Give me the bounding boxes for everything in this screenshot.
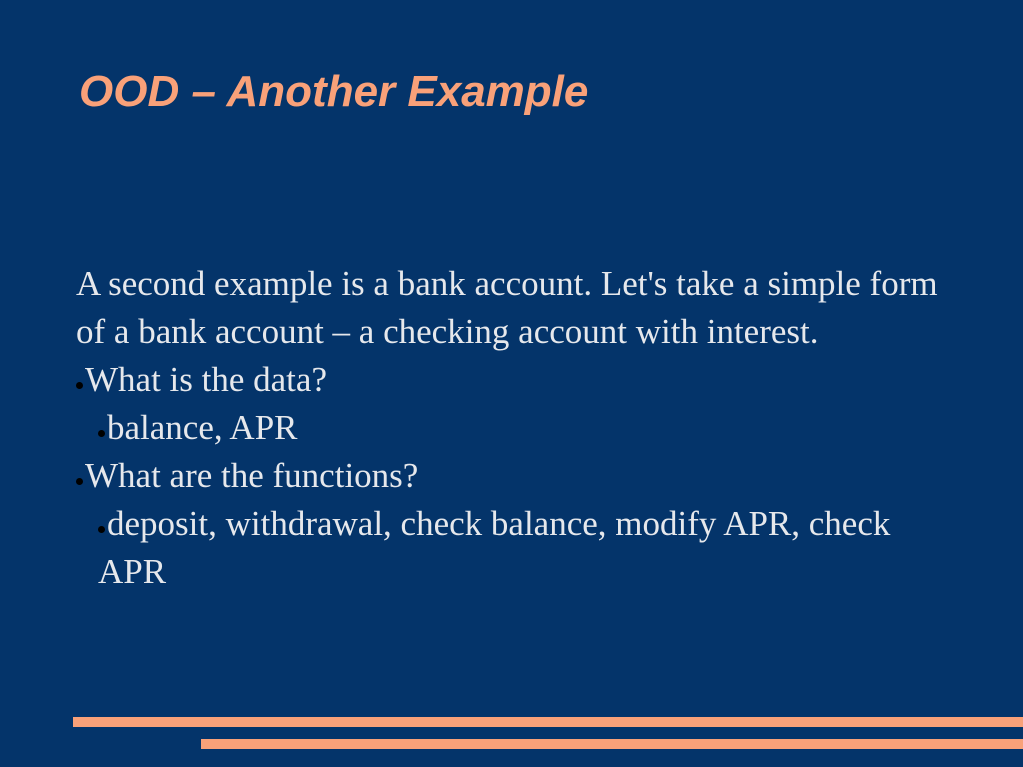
- bullet-dot-icon: [98, 526, 105, 533]
- sub-bullet-functions-answer: [76, 500, 956, 596]
- bullet-data-question: [76, 356, 956, 404]
- bullet-dot-icon: [76, 478, 83, 485]
- sub-bullet-data-answer: [76, 404, 956, 452]
- sub-bullet-text: balance, APR: [107, 408, 298, 447]
- bullet-dot-icon: [98, 430, 105, 437]
- bullet-text: What is the data?: [85, 360, 327, 399]
- bullet-dot-icon: [76, 382, 83, 389]
- accent-rule-bottom: [201, 739, 1023, 749]
- bullet-functions-question: [76, 452, 956, 500]
- sub-bullet-text: deposit, withdrawal, check balance, modify APR, check APR: [98, 504, 891, 591]
- bullet-text: What are the functions?: [85, 456, 419, 495]
- slide-title: OOD – Another Example: [79, 67, 589, 116]
- accent-rule-top: [73, 717, 1023, 727]
- slide-body: [76, 260, 956, 596]
- intro-paragraph: A second example is a bank account. Let's take a simple form of a bank account – a checking account with interest.: [76, 264, 938, 351]
